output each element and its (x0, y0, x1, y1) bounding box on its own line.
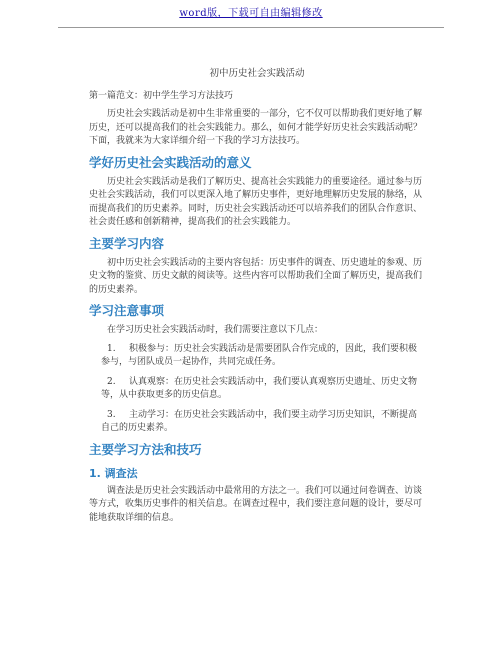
list-item-text: 积极参与：历史社会实践活动是需要团队合作完成的，因此，我们要积极参与，与团队成员一起协作，共同完成任务。 (101, 343, 418, 367)
list-item-text: 认真观察：在历史社会实践活动中，我们要认真观察历史遗址、历史文物等，从中获取更多的历史信息。 (101, 376, 418, 400)
subsection-heading: 1. 调查法 (89, 466, 138, 480)
list-item (89, 376, 425, 403)
list-item-number: 3. (107, 409, 116, 420)
list-item (89, 343, 425, 370)
section-heading: 主要学习方法和技巧 (89, 441, 202, 457)
list-item-text: 主动学习：在历史社会实践活动中，我们要主动学习历史知识，不断提高自己的历史素养。 (101, 409, 418, 433)
section-heading: 学习注意事项 (89, 303, 165, 318)
document-body (89, 67, 425, 530)
list-item-number: 2. (107, 376, 116, 387)
section-heading: 学好历史社会实践活动的意义 (89, 154, 252, 170)
section-paragraph: 在学习历史社会实践活动时，我们需要注意以下几点： (107, 325, 324, 335)
list-item-number: 1. (107, 343, 116, 354)
intro-paragraph: 历史社会实践活动是初中生非常重要的一部分，它不仅可以帮助我们更好地了解历史，还可以提高我们的社会实践能力。那么，如何才能学好历史社会实践活动呢？下面，我就来为大家详细介绍一下我的学习方法技巧。 (89, 109, 423, 146)
section-heading: 主要学习内容 (89, 235, 165, 251)
section-paragraph: 历史社会实践活动是我们了解历史、提高社会实践能力的重要途径。通过参与历史社会实践活动，我们可以更深入地了解历史事件，更好地理解历史发展的脉络，从而提高我们的历史素养。同时，历史社会实践活动还可以培养我们的团队合作意识、社会责任感和创新精神，提高我们的社会实践能力。 (89, 176, 423, 227)
document-subtitle: 第一篇范文：初中学生学习方法技巧 (89, 90, 234, 101)
list-item (89, 409, 425, 436)
document-title: 初中历史社会实践活动 (209, 68, 305, 79)
header-divider (58, 27, 444, 28)
download-link[interactable]: word版，下载可自由编辑修改 (179, 8, 323, 19)
section-paragraph: 初中历史社会实践活动的主要内容包括：历史事件的调查、历史遗址的参观、历史文物的鉴赏、历史文献的阅读等。这些内容可以帮助我们全面了解历史，提高我们的历史素养。 (89, 257, 423, 295)
section-paragraph: 调查法是历史社会实践活动中最常用的方法之一。我们可以通过问卷调查、访谈等方式，收集历史事件的相关信息。在调查过程中，我们要注意问题的设计，要尽可能地获取详细的信息。 (89, 485, 423, 523)
